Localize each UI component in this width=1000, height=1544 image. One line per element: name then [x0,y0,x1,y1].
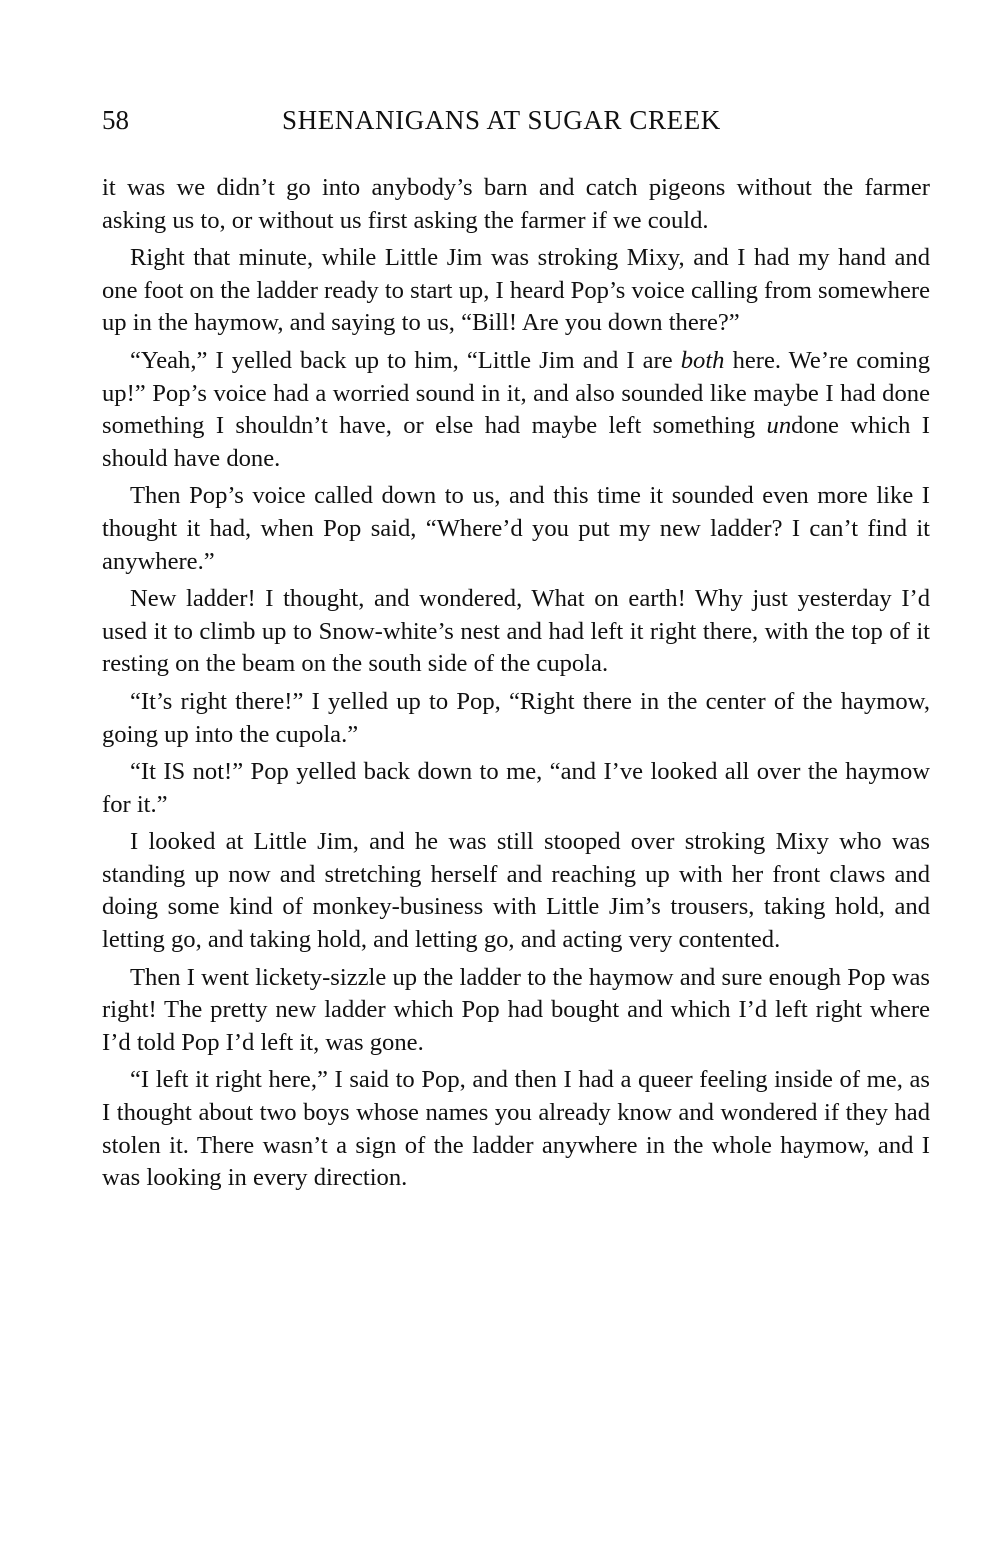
paragraph [102,1064,930,1194]
text-run: “It IS not!” Pop yelled back down to me, “and I’ve looked all over the haymow for it.” [102,758,930,818]
paragraph [102,756,930,821]
text-run: it was we didn’t go into anybody’s barn and catch pigeons without the farmer asking us to, or without us first asking the farmer if we could. [102,174,930,234]
running-title: SHENANIGANS AT SUGAR CREEK [282,105,721,135]
text-run: Then I went lickety-sizzle up the ladder to the haymow and sure enough Pop was right! The pretty new ladder which Pop had bought and which I’d left right where I’d told Pop I’d left it, was gone. [102,963,930,1056]
italic-text: un [766,412,792,440]
paragraph [102,686,930,751]
page-number: 58 [102,105,129,135]
paragraph [102,583,930,681]
italic-text: both [680,346,725,374]
text-run: Then Pop’s voice called down to us, and this time it sounded even more like I thought it had, when Pop said, “Where’d you put my new ladder? I can’t find it anywhere.” [102,482,930,575]
text-run: done which I should have done. [102,412,931,472]
paragraph [102,962,930,1060]
text-run: New ladder! I thought, and wondered, What on earth! Why just yesterday I’d used it to climb up to Snow-white’s nest and had left it right there, with the top of it resting on the beam on the south side of the cupola. [102,585,930,678]
paragraph [102,826,930,956]
text-run: “It’s right there!” I yelled up to Pop, “Right there in the center of the haymow, going up into the cupola.” [102,687,930,748]
page-header [102,100,930,140]
paragraph [102,480,930,578]
paragraph [102,172,930,237]
text-run: “I left it right here,” I said to Pop, and then I had a queer feeling inside of me, as I thought about two boys whose names you already know and wondered if they had stolen it. There wasn’t a sign of the ladder anywhere in the whole haymow, and I was looking in every direction. [102,1066,930,1192]
text-run: here. We’re coming up!” Pop’s voice had a worried sound in it, and also sounded like maybe I had done something I shouldn’t have, or else had maybe left something [102,346,930,440]
text-run: Right that minute, while Little Jim was stroking Mixy, and I had my hand and one foot on the ladder ready to start up, I heard Pop’s voice calling from somewhere up in the haymow, and saying to us, “Bill! Are you down there?” [102,244,930,337]
text-run: I looked at Little Jim, and he was still stooped over stroking Mixy who was standing up now and stretching herself and reaching up with her front claws and doing some kind of monkey-business with Little Jim’s trousers, taking hold, and letting go, and taking hold, and letting go, and acting very contented. [102,828,930,954]
paragraph [102,242,930,340]
paragraph [102,345,930,475]
body-text [102,172,930,1200]
text-run: “Yeah,” I yelled back up to him, “Little Jim and I are [130,346,681,374]
